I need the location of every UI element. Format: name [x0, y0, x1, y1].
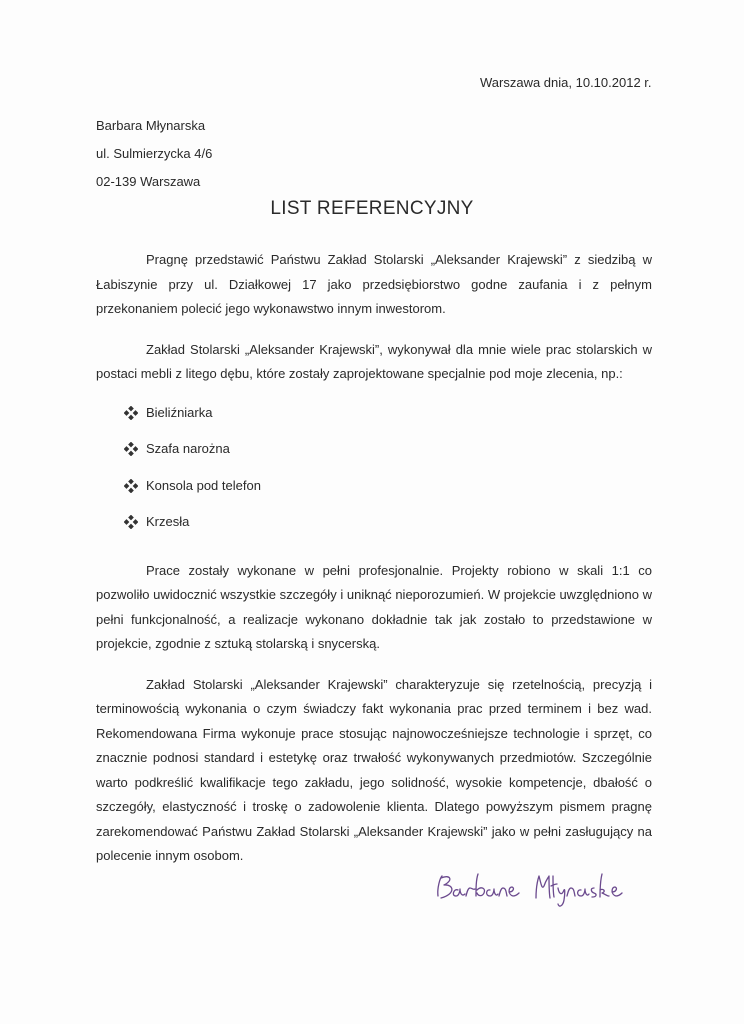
sender-address [96, 112, 212, 196]
diamond-bullet-icon [124, 515, 138, 529]
sender-city: 02-139 Warszawa [96, 174, 201, 189]
list-item [96, 510, 652, 547]
paragraph-recommendation: Zakład Stolarski „Aleksander Krajewski” charakteryzuje się rzetelnością, precyzją i terminowością wykonania o czym świadczy fakt wykonania prac przed terminem i bez wad. Rekomendowana Firma wykonuje prace stosując najnowocześniejsze technologie i sprzęt, co znacznie podnosi standard i estetykę oraz trwałość wykonywanych przedmiotów. Szczególnie warto podkreślić kwalifikacje tego zakładu, jego solidność, wysokie kompetencje, dbałość o szczegóły, elastyczność i troskę o zadowolenie klienta. Dlatego powyższym pismem pragnę zarekomendować Państwu Zakład Stolarski „Aleksander Krajewski” jako w pełni zasługujący na polecenie innym osobom. [96, 676, 652, 863]
letter-body [96, 248, 652, 885]
diamond-bullet-icon [124, 442, 138, 456]
paragraph-intro: Pragnę przedstawić Państwu Zakład Stolarski „Aleksander Krajewski” z siedzibą w Łabiszynie przy ul. Działkowej 17 jako przedsiębiorstwo godne zaufania i z pełnym przekonaniem polecić jego wykonawstwo innym inwestorom. [96, 252, 652, 316]
handwritten-signature [432, 866, 632, 912]
sender-name: Barbara Młynarska [96, 118, 206, 133]
page-title: LIST REFERENCYJNY [270, 198, 474, 219]
list-item-label: Konsola pod telefon [146, 477, 261, 493]
date-line: Warszawa dnia, 10.10.2012 r. [480, 75, 652, 90]
sender-street: ul. Sulmierzycka 4/6 [96, 146, 213, 161]
diamond-bullet-icon [124, 406, 138, 420]
furniture-list [96, 401, 652, 547]
list-item [96, 437, 652, 474]
list-item-label: Krzesła [146, 514, 190, 529]
paragraph-work: Zakład Stolarski „Aleksander Krajewski”, wykonywał dla mnie wiele prac stolarskich w postaci mebli z litego dębu, które zostały zaprojektowane specjalnie pod moje zlecenia, np.: [96, 341, 652, 381]
diamond-bullet-icon [124, 479, 138, 493]
list-item-label: Szafa narożna [146, 441, 230, 456]
list-item [96, 474, 652, 511]
list-item [96, 401, 652, 438]
list-item-label: Bieliźniarka [146, 404, 213, 420]
paragraph-quality: Prace zostały wykonane w pełni profesjonalnie. Projekty robiono w skali 1:1 co pozwoliło uwidocznić wszystkie szczegóły i uniknąć nieporozumień. W projekcie uwzględniono w pełni funkcjonalność, a realizacje wykonano dokładnie tak jak zostało to przedstawione w projekcie, zgodnie z sztuką stolarską i snycerską. [96, 562, 652, 651]
